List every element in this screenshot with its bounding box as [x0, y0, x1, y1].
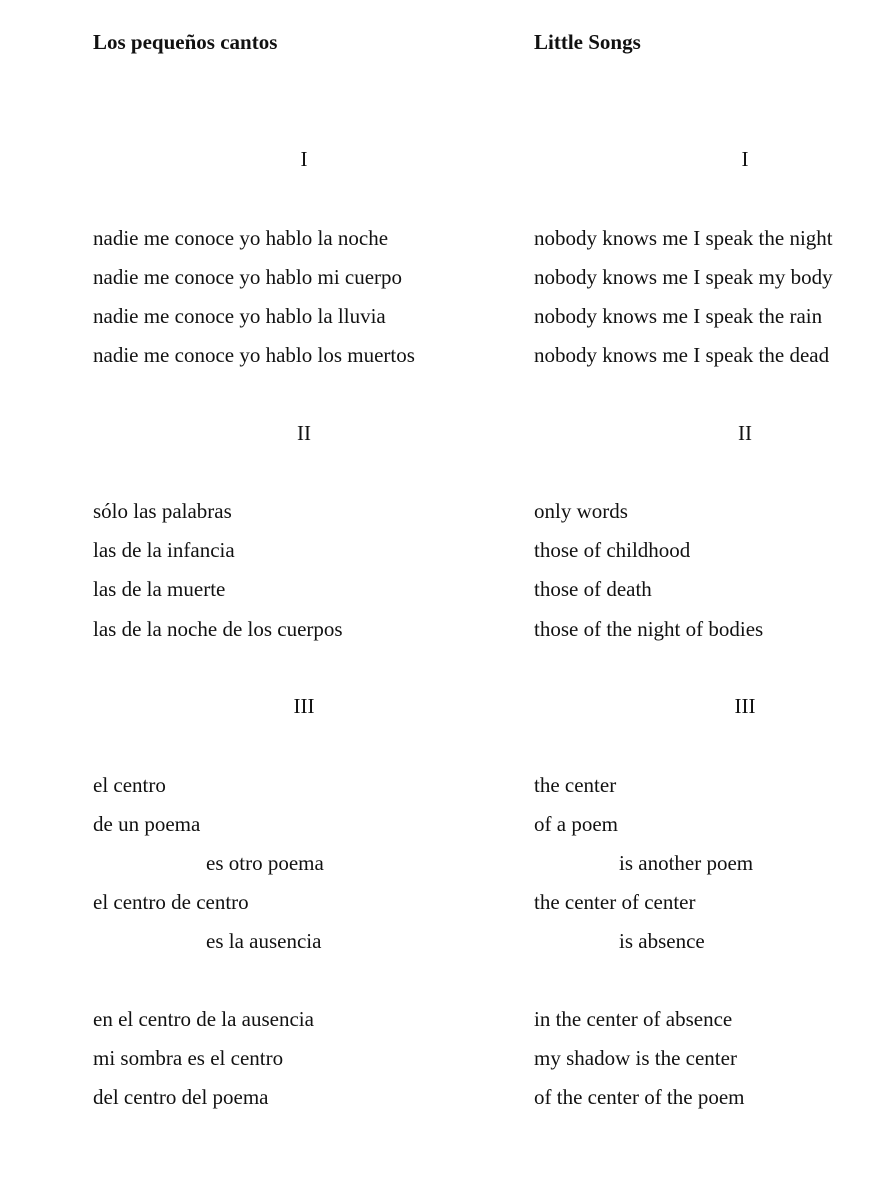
english-verse-line: my shadow is the center	[534, 1046, 737, 1070]
spanish-verse-line: las de la muerte	[93, 577, 226, 601]
spanish-verse-line: el centro	[93, 773, 166, 797]
spanish-verse-line: del centro del poema	[93, 1085, 269, 1109]
spanish-verse-line: en el centro de la ausencia	[93, 1007, 314, 1031]
spanish-verse-line-indented: es otro poema	[206, 851, 324, 875]
english-verse-line: the center of center	[534, 890, 696, 914]
english-verse-line: of the center of the poem	[534, 1085, 745, 1109]
spanish-verse-line: nadie me conoce yo hablo los muertos	[93, 343, 415, 367]
spanish-verse-line: mi sombra es el centro	[93, 1046, 284, 1070]
spanish-verse-line: sólo las palabras	[93, 499, 232, 523]
english-verse-line: of a poem	[534, 812, 618, 836]
english-verse-line: those of death	[534, 577, 652, 601]
english-verse-line: nobody knows me I speak the rain	[534, 304, 823, 328]
spanish-verse-line: nadie me conoce yo hablo la noche	[93, 226, 389, 250]
english-verse-line: nobody knows me I speak the night	[534, 226, 833, 250]
spanish-verse-line: las de la infancia	[93, 538, 235, 562]
english-verse-line: those of the night of bodies	[534, 617, 764, 641]
spanish-verse-line: las de la noche de los cuerpos	[93, 617, 343, 641]
english-verse-line: nobody knows me I speak my body	[534, 265, 833, 289]
english-verse-line: nobody knows me I speak the dead	[534, 343, 830, 367]
english-verse-line: those of childhood	[534, 538, 691, 562]
english-verse-line-indented: is absence	[619, 929, 705, 953]
spanish-title: Los pequeños cantos	[93, 30, 278, 54]
spanish-verse-line-indented: es la ausencia	[206, 929, 322, 953]
spanish-column: Los pequeños cantos I nadie me conoce yo hablo la noche nadie me conoce yo hablo mi cuerpo nadie me conoce yo hablo la lluvia nadie me conoce yo hablo los muertos II sólo las palabras las de la infancia las de la muerte las de la noche de los cuerpos III el centro de un poema es otro poema el centro de centro es la ausencia en el centro de la ausencia mi sombra es el centro del centro del poema	[93, 30, 415, 1109]
english-title: Little Songs	[534, 30, 641, 54]
english-verse-line: in the center of absence	[534, 1007, 733, 1031]
english-verse-line: the center	[534, 773, 617, 797]
english-verse-line-indented: is another poem	[619, 851, 754, 875]
spanish-verse-line: de un poema	[93, 812, 201, 836]
english-verse-line: only words	[534, 499, 628, 523]
spanish-verse-line: nadie me conoce yo hablo mi cuerpo	[93, 265, 403, 289]
spanish-verse-line: el centro de centro	[93, 890, 249, 914]
english-column: Little Songs I nobody knows me I speak the night nobody knows me I speak my body nobody knows me I speak the rain nobody knows me I speak the dead II only words those of childhood those of death those of the night of bodies III the center of a poem is another poem the center of center is absence in the center of absence my shadow is the center of the center of the poem	[534, 30, 833, 1109]
spanish-verse-line: nadie me conoce yo hablo la lluvia	[93, 304, 386, 328]
